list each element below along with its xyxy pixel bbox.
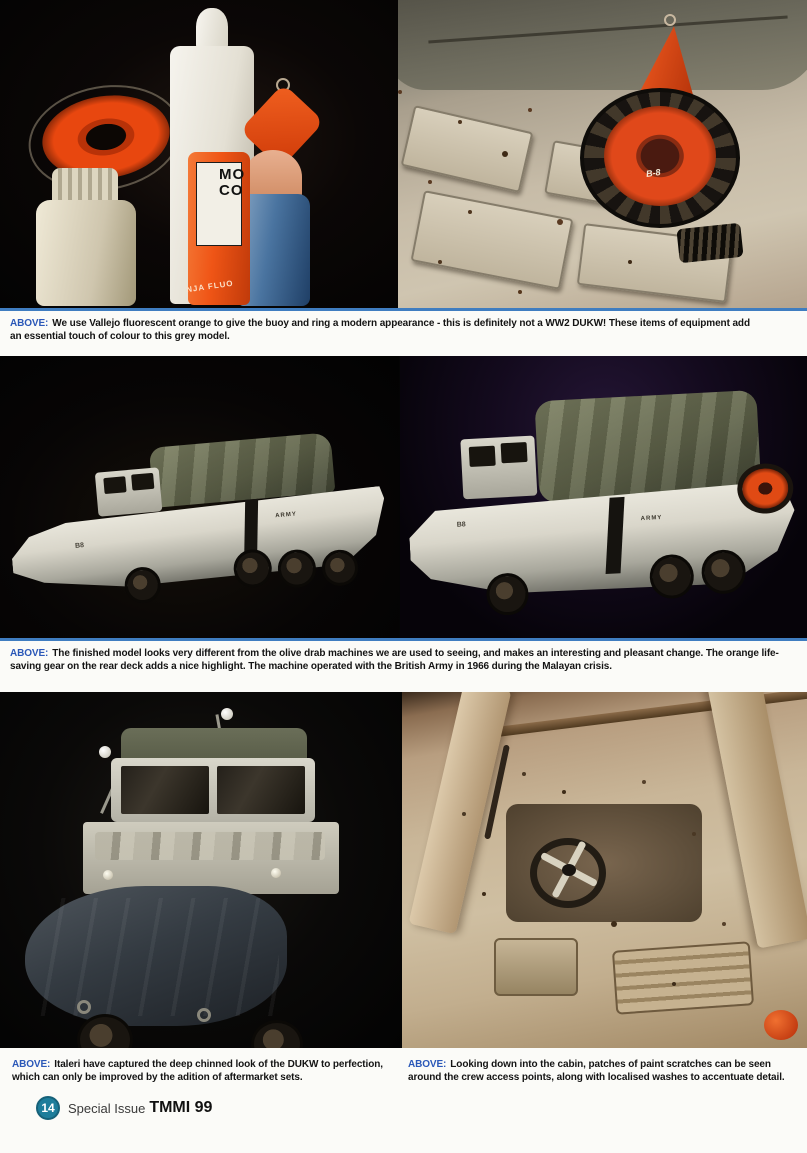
hull-marking-army: ARMY: [640, 514, 663, 523]
caption-top: [10, 317, 752, 343]
life-ring-code: B-8: [645, 167, 662, 179]
caption-bottom-left-text: Italeri have captured the deep chinned look of the DUKW to perfection, which can only be improved by the adition of aftermarket sets.: [12, 1059, 383, 1083]
life-ring-buoy-graphic: [604, 106, 716, 206]
dukw-model-graphic: [1, 424, 397, 633]
slatted-bench-graphic: [612, 941, 754, 1014]
mirror-graphic: [221, 708, 233, 720]
dropper-tip-graphic: [196, 8, 228, 50]
cabin-interior-photo: [402, 692, 807, 1048]
page-footer: [36, 1096, 212, 1120]
dukw-front-graphic: [25, 728, 360, 1038]
deck-hatch-graphic: [411, 190, 574, 290]
windshield-graphic: [501, 442, 528, 463]
seat-graphic: [494, 938, 578, 996]
windshield-graphic: [103, 476, 126, 494]
deck-hatch-graphic: [401, 105, 534, 193]
label-line-2: CO: [219, 182, 244, 199]
windshield-graphic: [131, 473, 154, 491]
mirror-graphic: [99, 746, 111, 758]
windshield-pane-graphic: [217, 766, 305, 814]
caption-middle-text: The finished model looks very different from the olive drab machines we are used to seeing, and makes an interesting and pleasant change. The orange life-saving gear on the rear deck adds a nice highlight. The machine operated with the British Army in 1966 during the Malayan crisis.: [10, 648, 779, 672]
red-lamp-graphic: [764, 1010, 798, 1040]
deck-life-ring-photo: [398, 0, 807, 308]
caption-bottom-left-label: ABOVE:: [12, 1059, 51, 1070]
dukw-side-view-photo: [0, 356, 399, 638]
hull-marking-army: ARMY: [275, 511, 298, 520]
caption-bottom-right-label: ABOVE:: [408, 1059, 447, 1070]
caption-bottom-right: [408, 1058, 794, 1084]
issue-code: TMMI 99: [149, 1099, 213, 1116]
bottom-caption-band: [0, 1048, 807, 1153]
caption-middle: [10, 647, 792, 673]
windshield-frame-graphic: [408, 692, 511, 934]
dukw-front-view-photo: [0, 692, 400, 1048]
stowed-gear-graphic: [95, 832, 325, 860]
dukw-rear-quarter-photo: [400, 356, 807, 638]
caption-strip-top: [0, 308, 807, 356]
wheel-graphic: [251, 1020, 303, 1048]
issue-label: Special Issue: [68, 1100, 146, 1116]
page-number-badge: 14: [36, 1096, 60, 1120]
engine-parts-graphic: [647, 230, 807, 308]
chin-rib-graphic: [33, 898, 279, 1016]
windshield-graphic: [469, 446, 496, 467]
paint-scratch-graphic: [522, 772, 526, 776]
caption-bottom-left: [12, 1058, 390, 1084]
caption-bottom-right-text: Looking down into the cabin, patches of paint scratches can be seen around the crew access points, along with localised washes to accentuate detail.: [408, 1059, 785, 1083]
bow-code: B8: [456, 521, 466, 529]
caption-top-label: ABOVE:: [10, 318, 49, 329]
paint-bottles-photo: [0, 0, 398, 308]
cone-hanger-graphic: [664, 14, 676, 26]
headlight-graphic: [103, 870, 113, 880]
vallejo-bottle-label: [196, 162, 246, 246]
tow-hook-graphic: [197, 1008, 211, 1022]
caption-top-text: We use Vallejo fluorescent orange to give the buoy and ring a modern appearance - this is definitely not a WW2 DUKW! These items of equipment add an essential touch of colour to this grey model.: [10, 318, 750, 342]
headlight-graphic: [271, 868, 281, 878]
tow-hook-graphic: [77, 1000, 91, 1014]
steering-hub-graphic: [562, 864, 576, 876]
rust-weathering-graphic: [398, 90, 402, 94]
label-line-1: MO: [219, 166, 246, 183]
caption-middle-label: ABOVE:: [10, 648, 49, 659]
cream-bottle-graphic: [36, 200, 136, 306]
bow-code: B8: [74, 542, 85, 550]
caption-strip-middle: [0, 638, 807, 692]
dukw-model-graphic: [402, 376, 806, 636]
windshield-pane-graphic: [121, 766, 209, 814]
tarp-graphic: [398, 0, 807, 90]
vallejo-side-text: NJA FLUO: [185, 278, 235, 295]
windshield-frame-graphic: [707, 692, 807, 949]
